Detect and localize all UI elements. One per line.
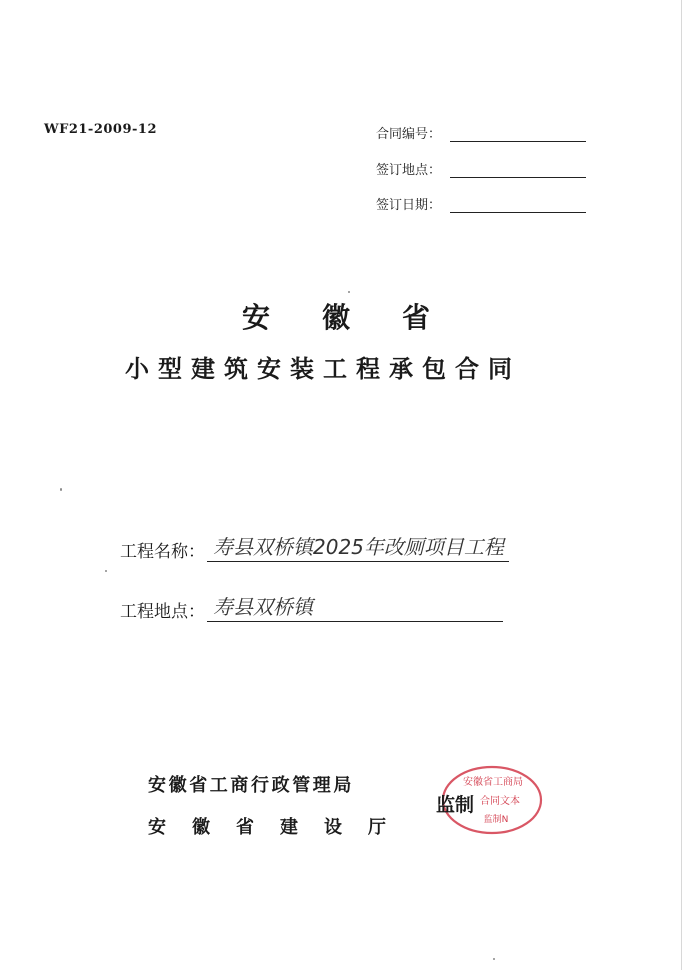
scan-speck: [105, 570, 107, 572]
scan-speck: [348, 291, 350, 293]
supervise-label: 监制: [436, 794, 475, 816]
scan-edge: [681, 0, 682, 970]
contract-number-field[interactable]: [450, 125, 586, 142]
signing-date-field[interactable]: [450, 196, 586, 213]
project-name-value[interactable]: 寿县双桥镇2025年改厕项目工程: [207, 533, 509, 562]
stamp-text-mid: 合同文本: [480, 796, 520, 807]
signing-place-label: 签订地点：: [376, 163, 442, 178]
scan-speck: [493, 958, 495, 960]
stamp-text-bottom: 监制N: [483, 815, 509, 825]
signing-date-row: [376, 193, 586, 213]
project-location-row: [120, 592, 503, 622]
stamp-text-top: 安徽省工商局: [463, 777, 523, 788]
signing-place-row: [376, 158, 586, 178]
project-location-value[interactable]: 寿县双桥镇: [207, 593, 503, 622]
form-code: WF21-2009-12: [44, 122, 157, 137]
issuer-aic: 安徽省工商行政管理局: [148, 775, 354, 796]
project-name-label: 工程名称：: [120, 542, 205, 562]
signing-date-label: 签订日期：: [376, 198, 442, 213]
contract-number-row: [376, 122, 586, 142]
scan-speck: [60, 488, 62, 491]
title-province: 安徽省: [241, 301, 482, 334]
project-name-row: [120, 532, 509, 562]
contract-number-label: 合同编号：: [376, 127, 442, 142]
project-location-label: 工程地点：: [120, 602, 205, 622]
title-contract-type: 小型建筑安装工程承包合同: [125, 354, 521, 383]
issuer-construction-dept: 安徽省建设厅: [148, 817, 412, 838]
signing-place-field[interactable]: [450, 161, 586, 178]
